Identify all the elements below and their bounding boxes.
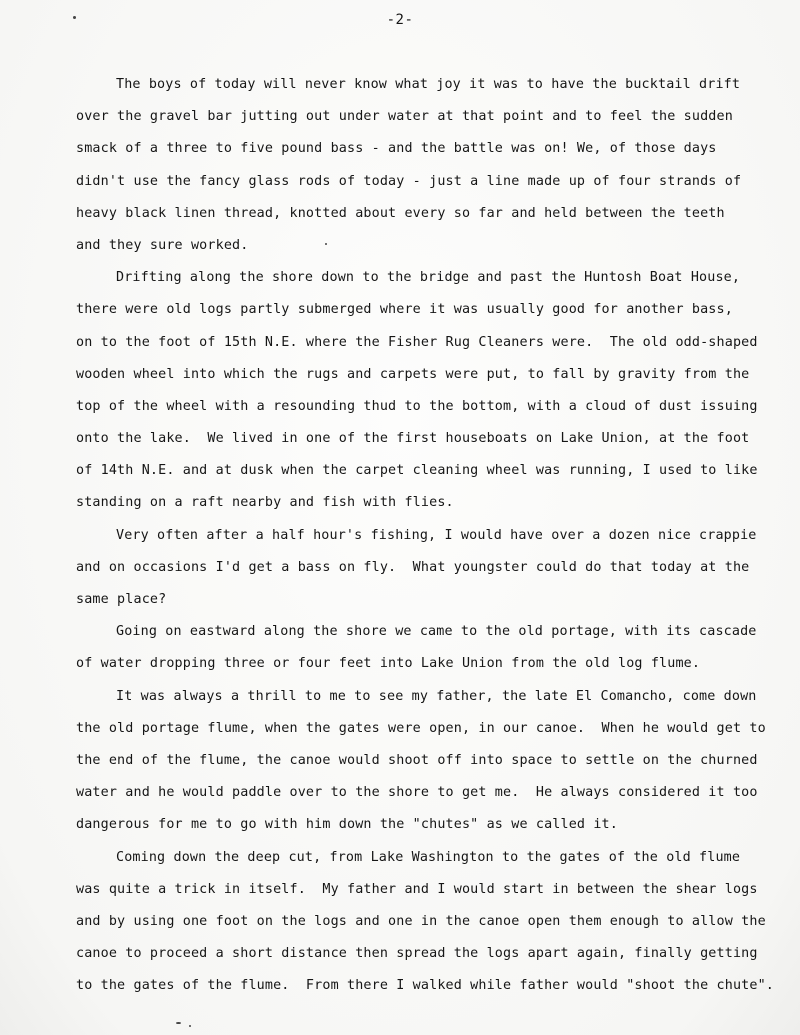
text-line: the old portage flume, when the gates were open, in our canoe. When he would get to [76, 720, 766, 736]
text-line: the end of the flume, the canoe would shoot off into space to settle on the churned [76, 752, 758, 768]
text-line: didn't use the fancy glass rods of today - just a line made up of four strands of [76, 173, 742, 189]
text-line: to the gates of the flume. From there I walked while father would "shoot the chute". [76, 978, 775, 994]
text-line: Going on eastward along the shore we came to the old portage, with its cascade [116, 624, 757, 640]
scan-speck [73, 16, 76, 19]
text-line: and on occasions I'd get a bass on fly. What youngster could do that today at the [76, 559, 750, 575]
text-line: and by using one foot on the logs and one in the canoe open them enough to allow the [76, 913, 766, 929]
text-line: over the gravel bar jutting out under water at that point and to feel the sudden [76, 109, 733, 125]
text-line: The boys of today will never know what joy it was to have the bucktail drift [116, 77, 741, 92]
text-line: canoe to proceed a short distance then spread the logs apart again, finally getting [76, 946, 758, 962]
text-line: top of the wheel with a resounding thud to the bottom, with a cloud of dust issuing [76, 398, 758, 414]
text-line: smack of a three to five pound bass - and the battle was on! We, of those days [76, 141, 717, 157]
text-line: It was always a thrill to me to see my father, the late El Comancho, come down [116, 688, 757, 704]
scan-speck [176, 1022, 181, 1024]
text-line: there were old logs partly submerged where it was usually good for another bass, [76, 302, 733, 318]
text-line: was quite a trick in itself. My father and I would start in between the shear logs [76, 881, 758, 897]
text-line: and they sure worked. [76, 237, 249, 253]
text-line: wooden wheel into which the rugs and carpets were put, to fall by gravity from the [76, 366, 750, 382]
text-line: same place? [76, 592, 167, 607]
text-line: Very often after a half hour's fishing, I would have over a dozen nice crappie [116, 527, 757, 543]
text-line: standing on a raft nearby and fish with flies. [76, 495, 454, 511]
text-line: onto the lake. We lived in one of the first houseboats on Lake Union, at the foot [76, 431, 750, 447]
text-line: of 14th N.E. and at dusk when the carpet cleaning wheel was running, I used to like [76, 463, 758, 479]
scan-speck [189, 1025, 191, 1027]
text-line: water and he would paddle over to the shore to get me. He always considered it too [76, 785, 758, 801]
page-number: -2- [386, 12, 414, 28]
text-line: dangerous for me to go with him down the "chutes" as we called it. [76, 817, 618, 833]
text-line: Drifting along the shore down to the bridge and past the Huntosh Boat House, [116, 270, 741, 286]
text-line: heavy black linen thread, knotted about every so far and held between the teeth [76, 205, 725, 221]
text-line: of water dropping three or four feet into Lake Union from the old log flume. [76, 656, 701, 672]
text-line: on to the foot of 15th N.E. where the Fisher Rug Cleaners were. The old odd-shaped [76, 334, 758, 350]
body-text [76, 74, 775, 1007]
text-line: Coming down the deep cut, from Lake Washington to the gates of the old flume [116, 849, 741, 865]
